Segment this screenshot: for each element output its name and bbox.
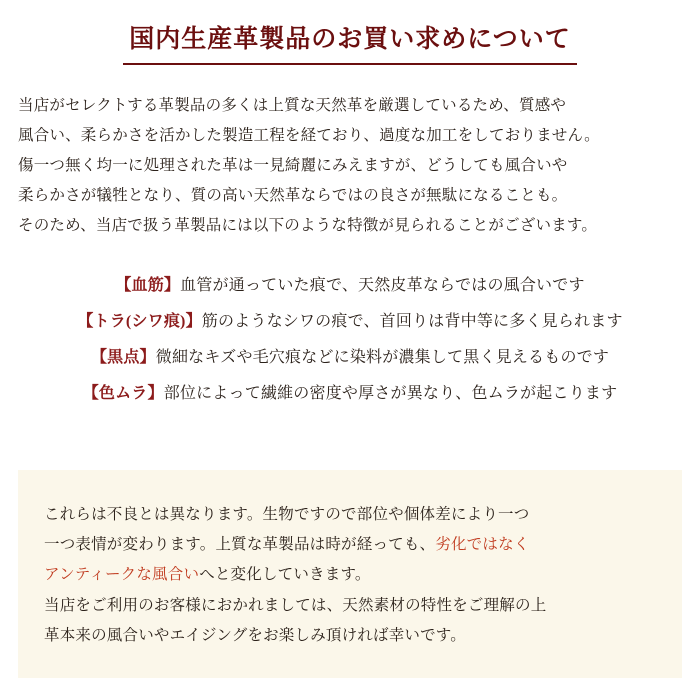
note-highlight: 劣化ではなく [435,536,530,554]
note-line: 革本来の風合いやエイジングをお楽しみ頂ければ幸いです。 [44,626,466,644]
page-title: 国内生産革製品のお買い求めについて [123,24,577,65]
feature-text: 部位によって繊維の密度や厚さが異なり、色ムラが起こります [163,384,618,402]
feature-tag: 【黒点】 [90,348,156,366]
feature-item [0,304,700,340]
title-container [0,0,700,65]
feature-list [0,268,700,412]
note-line [44,530,656,560]
feature-tag: 【色ムラ】 [82,384,164,402]
note-text: へと変化していきます。 [199,566,371,584]
note-box [18,470,682,678]
intro-line: 風合い、柔らかさを活かした製造工程を経ており、過度な加工をしておりません。 [18,126,600,144]
intro-line: 柔らかさが犠牲となり、質の高い天然革ならではの良さが無駄になることも。 [18,187,568,205]
feature-tag: 【トラ(シワ痕)】 [77,312,202,330]
intro-paragraph [18,91,682,242]
feature-tag: 【血筋】 [115,276,181,294]
feature-item [0,340,700,376]
feature-text: 微細なキズや毛穴痕などに染料が濃集して黒く見えるものです [155,348,610,366]
note-text: 一つ表情が変わります。上質な革製品は時が経っても、 [44,536,436,554]
note-line [44,560,656,590]
feature-text: 血管が通っていた痕で、天然皮革ならではの風合いです [180,276,585,294]
note-line: 当店をご利用のお客様におかれましては、天然素材の特性をご理解の上 [44,596,547,614]
intro-line: そのため、当店で扱う革製品には以下のような特徴が見られることがございます。 [18,217,598,235]
feature-text: 筋のようなシワの痕で、首回りは背中等に多く見られます [201,312,623,330]
feature-item [0,376,700,412]
note-highlight: アンティークな風合い [44,566,200,584]
feature-item [0,268,700,304]
note-line: これらは不良とは異なります。生物ですので部位や個体差により一つ [44,506,530,523]
intro-line: 当店がセレクトする革製品の多くは上質な天然革を厳選しているため、質感や [18,96,567,114]
intro-line: 傷一つ無く均一に処理された革は一見綺麗にみえますが、どうしても風合いや [18,156,568,174]
